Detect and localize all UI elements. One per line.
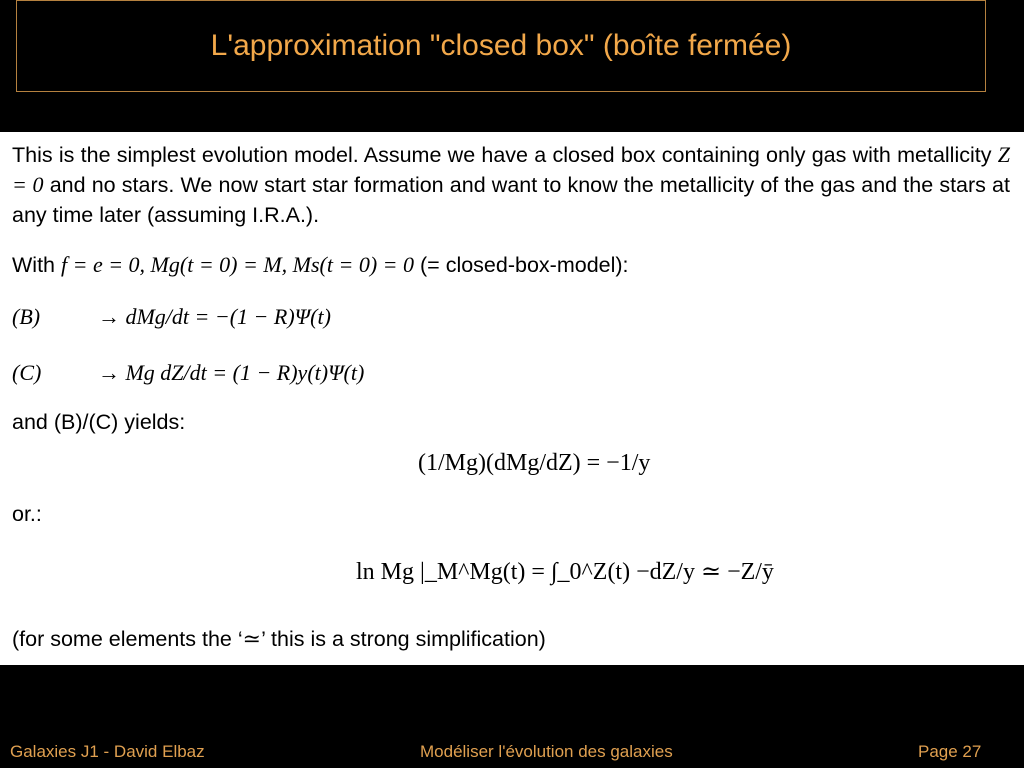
footer-page-number: Page 27 <box>918 742 982 761</box>
note-prefix: (for some elements the ‘ <box>12 627 243 651</box>
note-suffix: ’ this is a strong simplification) <box>261 627 546 651</box>
equation-c: → Mg dZ/dt = (1 − R)y(t)Ψ(t) <box>97 360 365 385</box>
with-label: With <box>12 253 55 277</box>
or-text: or.: <box>12 502 42 526</box>
intro-text-b: and no stars. We now start star formation and want to know the metallicity of the gas and the stars at any time later (assuming I.R.A.). <box>12 173 1010 227</box>
intro-math: Z = 0 <box>12 142 1010 197</box>
slide-title: L'approximation "closed box" (boîte fermée) <box>210 29 792 62</box>
equation-log: ln Mg |_M^Mg(t) = ∫_0^Z(t) −dZ/y ≃ −Z/ȳ <box>356 559 774 585</box>
equation-b-line <box>12 304 331 330</box>
footer-left: Galaxies J1 - David Elbaz <box>10 742 205 761</box>
intro-paragraph <box>12 140 1010 230</box>
simeq-symbol: ≃ <box>242 626 262 651</box>
with-math: f = e = 0, Mg(t = 0) = M, Ms(t = 0) = 0 <box>60 252 415 277</box>
with-suffix: (= closed-box-model): <box>420 253 629 277</box>
yields-text: and (B)/(C) yields: <box>12 410 186 434</box>
footer-center: Modéliser l'évolution des galaxies <box>420 742 673 761</box>
title-frame <box>16 0 986 92</box>
slide-content <box>0 132 1024 665</box>
equation-c-line <box>12 360 364 386</box>
with-line <box>12 252 629 278</box>
note-line <box>12 626 546 652</box>
equation-c-label: (C) <box>12 360 42 385</box>
equation-b: → dMg/dt = −(1 − R)Ψ(t) <box>97 304 331 329</box>
equation-ratio: (1/Mg)(dMg/dZ) = −1/y <box>418 450 651 476</box>
equation-b-label: (B) <box>12 304 41 329</box>
intro-text-a: This is the simplest evolution model. Assume we have a closed box containing only gas with metallicity <box>12 143 992 167</box>
